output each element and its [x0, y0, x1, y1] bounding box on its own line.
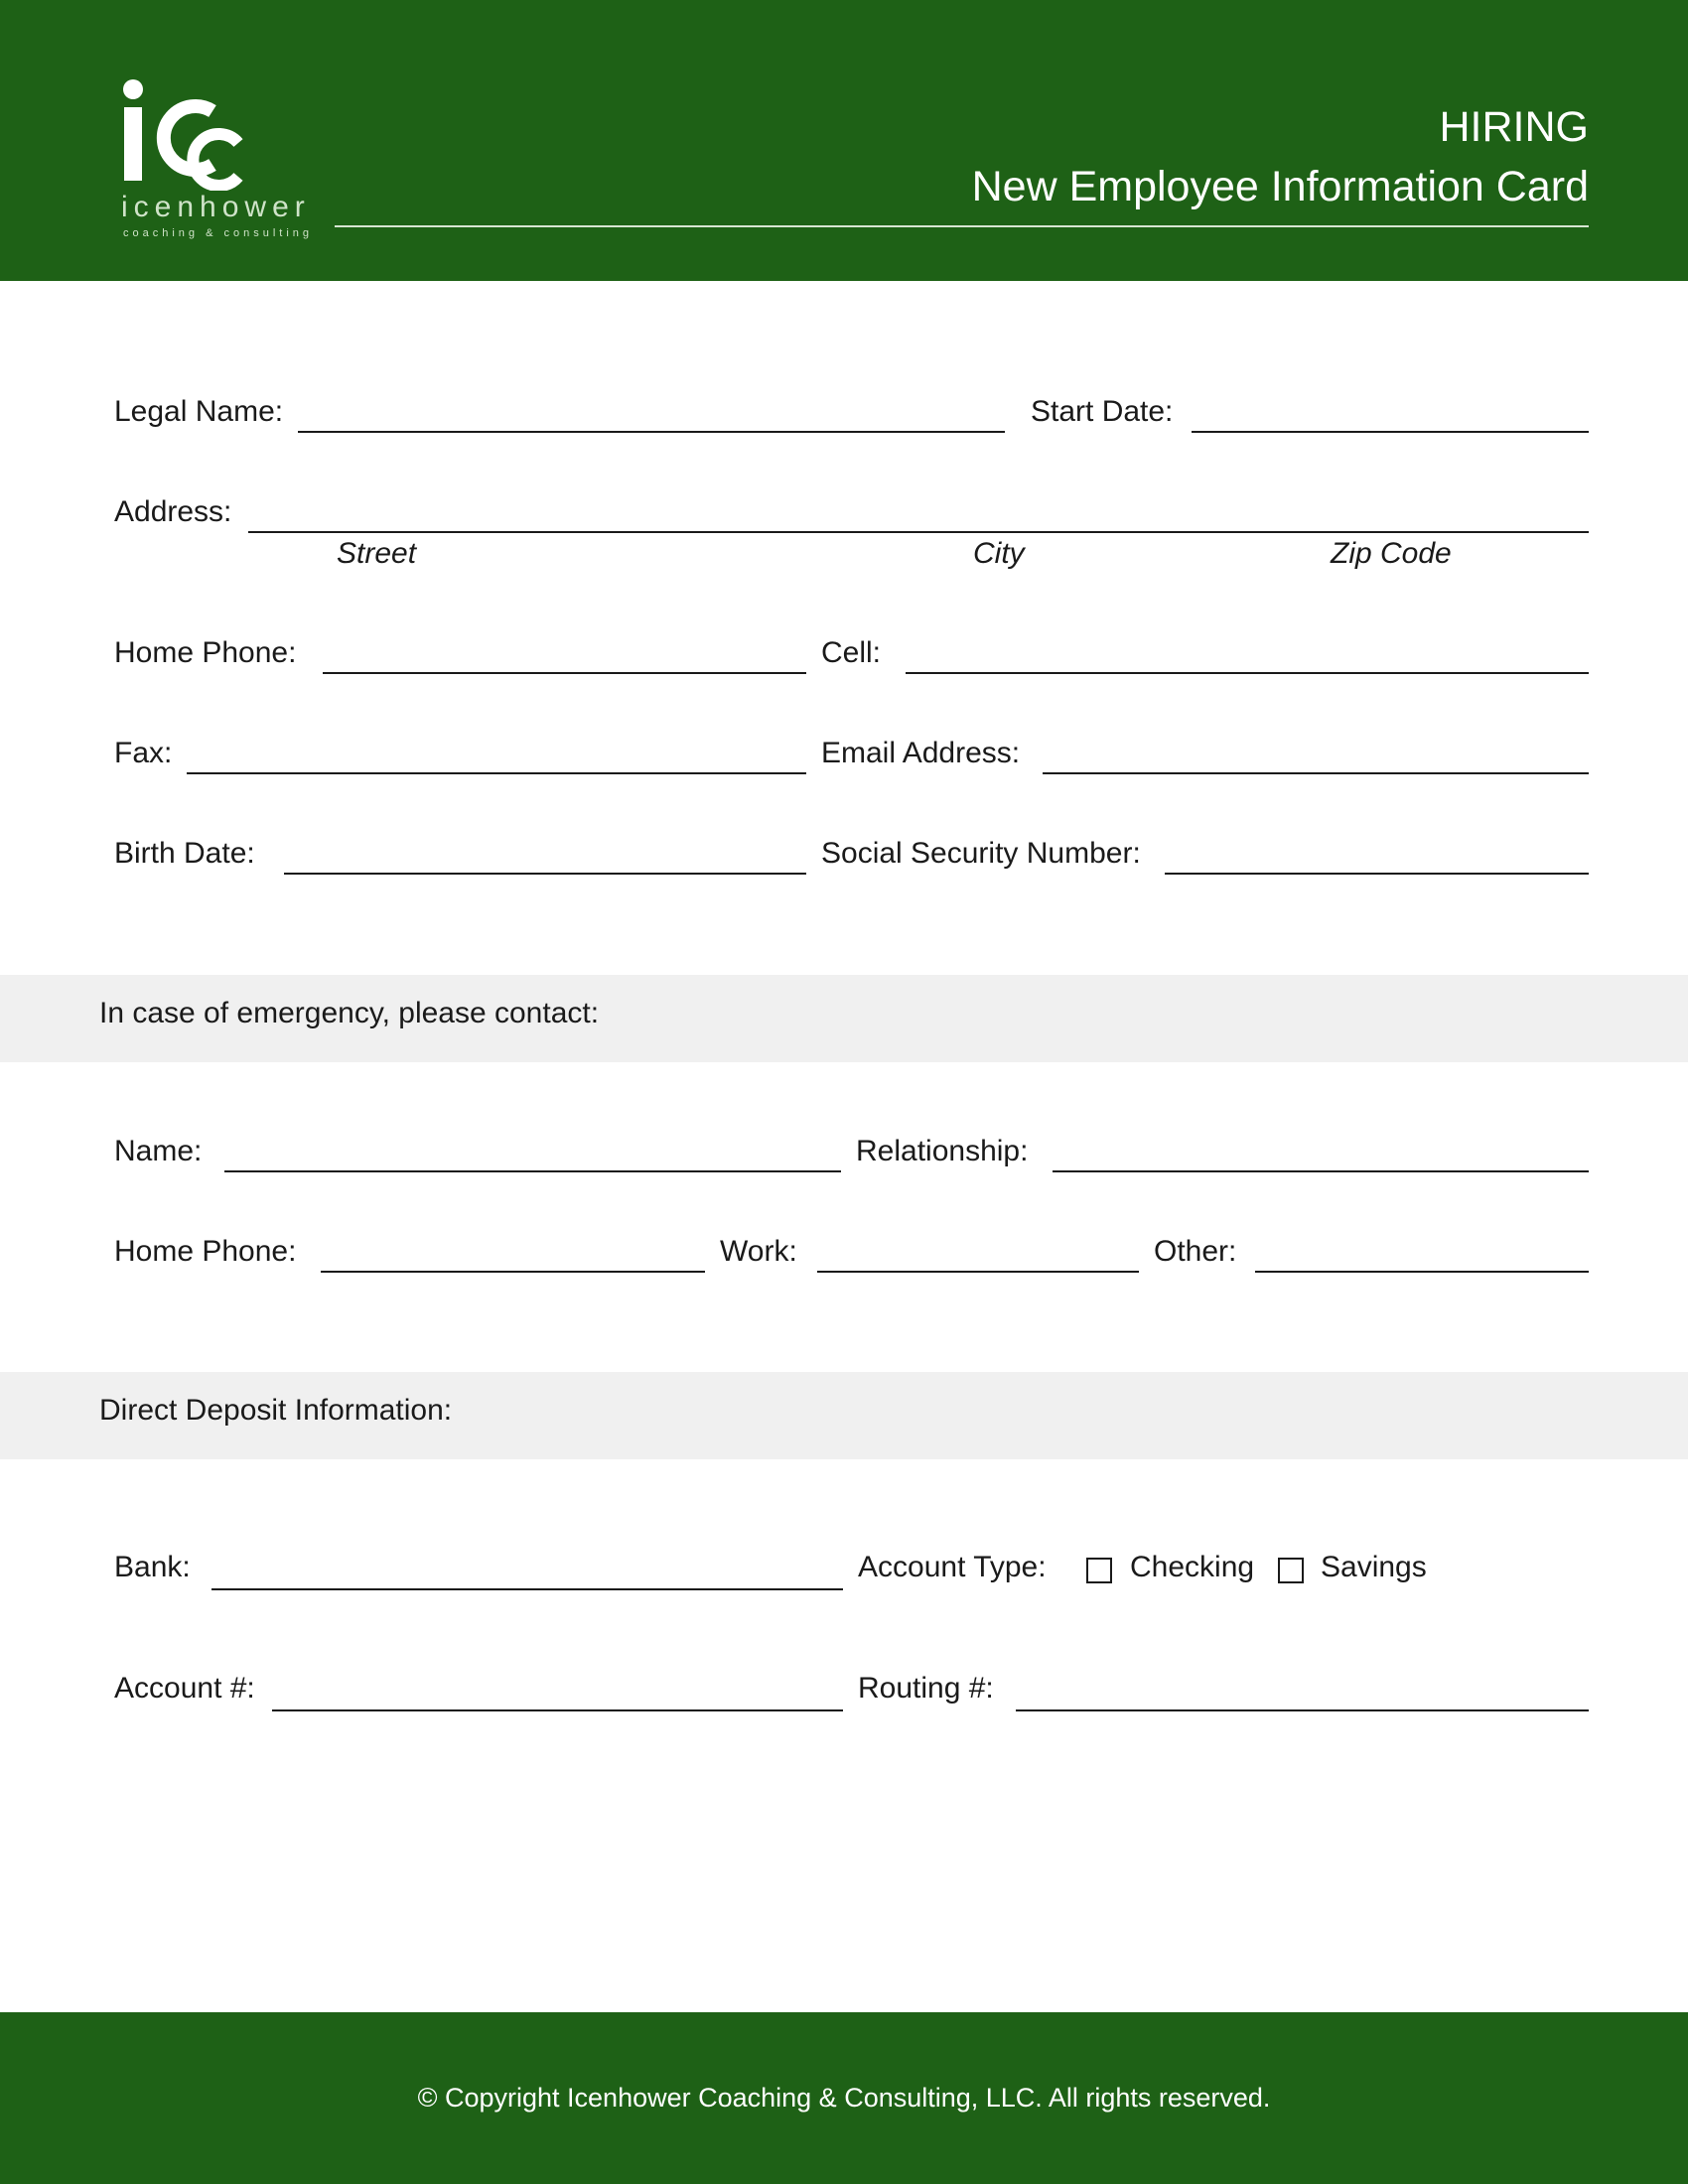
- logo-wordmark: icenhower: [121, 191, 311, 223]
- routing-number-field[interactable]: [1016, 1709, 1589, 1711]
- footer-banner: [0, 2012, 1688, 2184]
- account-number-field[interactable]: [272, 1709, 843, 1711]
- header-banner: [0, 0, 1688, 281]
- cell-label: Cell:: [821, 636, 882, 669]
- bank-label: Bank:: [114, 1551, 191, 1583]
- relationship-field[interactable]: [1053, 1170, 1589, 1172]
- email-label: Email Address:: [821, 737, 1021, 769]
- copyright-notice: © Copyright Icenhower Coaching & Consulting, LLC. All rights reserved.: [417, 2083, 1271, 2113]
- address-field[interactable]: [248, 531, 1589, 533]
- account-number-label: Account #:: [114, 1672, 255, 1705]
- address-label: Address:: [114, 495, 232, 528]
- account-type-label: Account Type:: [858, 1551, 1047, 1583]
- header-divider: [335, 225, 1589, 227]
- birth-date-field[interactable]: [284, 873, 806, 875]
- emergency-heading: In case of emergency, please contact:: [99, 997, 600, 1029]
- work-label: Work:: [720, 1235, 797, 1268]
- legal-name-field[interactable]: [298, 431, 1005, 433]
- deposit-section-header: [0, 1372, 1688, 1459]
- emergency-name-label: Name:: [114, 1135, 203, 1167]
- birth-date-label: Birth Date:: [114, 837, 255, 870]
- email-field[interactable]: [1043, 772, 1589, 774]
- cell-field[interactable]: [906, 672, 1589, 674]
- bank-field[interactable]: [211, 1588, 843, 1590]
- emergency-section-header: [0, 975, 1688, 1062]
- other-label: Other:: [1154, 1235, 1237, 1268]
- zip-code-caption: Zip Code: [1331, 537, 1452, 570]
- savings-checkbox[interactable]: [1278, 1558, 1304, 1583]
- company-logo: [115, 73, 334, 242]
- ssn-label: Social Security Number:: [821, 837, 1141, 870]
- start-date-field[interactable]: [1192, 431, 1589, 433]
- checking-checkbox[interactable]: [1086, 1558, 1112, 1583]
- icc-logo-mark: [115, 73, 254, 191]
- home-phone-label: Home Phone:: [114, 636, 297, 669]
- home-phone-field[interactable]: [323, 672, 806, 674]
- city-caption: City: [973, 537, 1025, 570]
- routing-number-label: Routing #:: [858, 1672, 994, 1705]
- start-date-label: Start Date:: [1031, 395, 1174, 428]
- ssn-field[interactable]: [1165, 873, 1589, 875]
- relationship-label: Relationship:: [856, 1135, 1029, 1167]
- other-phone-field[interactable]: [1255, 1271, 1589, 1273]
- fax-field[interactable]: [187, 772, 806, 774]
- emergency-home-phone-label: Home Phone:: [114, 1235, 297, 1268]
- work-phone-field[interactable]: [817, 1271, 1139, 1273]
- deposit-heading: Direct Deposit Information:: [99, 1394, 453, 1427]
- form-category: HIRING: [1439, 103, 1589, 151]
- legal-name-label: Legal Name:: [114, 395, 284, 428]
- checking-label: Checking: [1130, 1551, 1255, 1583]
- page-title: New Employee Information Card: [971, 163, 1589, 210]
- emergency-home-phone-field[interactable]: [321, 1271, 705, 1273]
- emergency-name-field[interactable]: [224, 1170, 841, 1172]
- street-caption: Street: [337, 537, 417, 570]
- logo-tagline: coaching & consulting: [123, 227, 314, 239]
- savings-label: Savings: [1321, 1551, 1427, 1583]
- fax-label: Fax:: [114, 737, 173, 769]
